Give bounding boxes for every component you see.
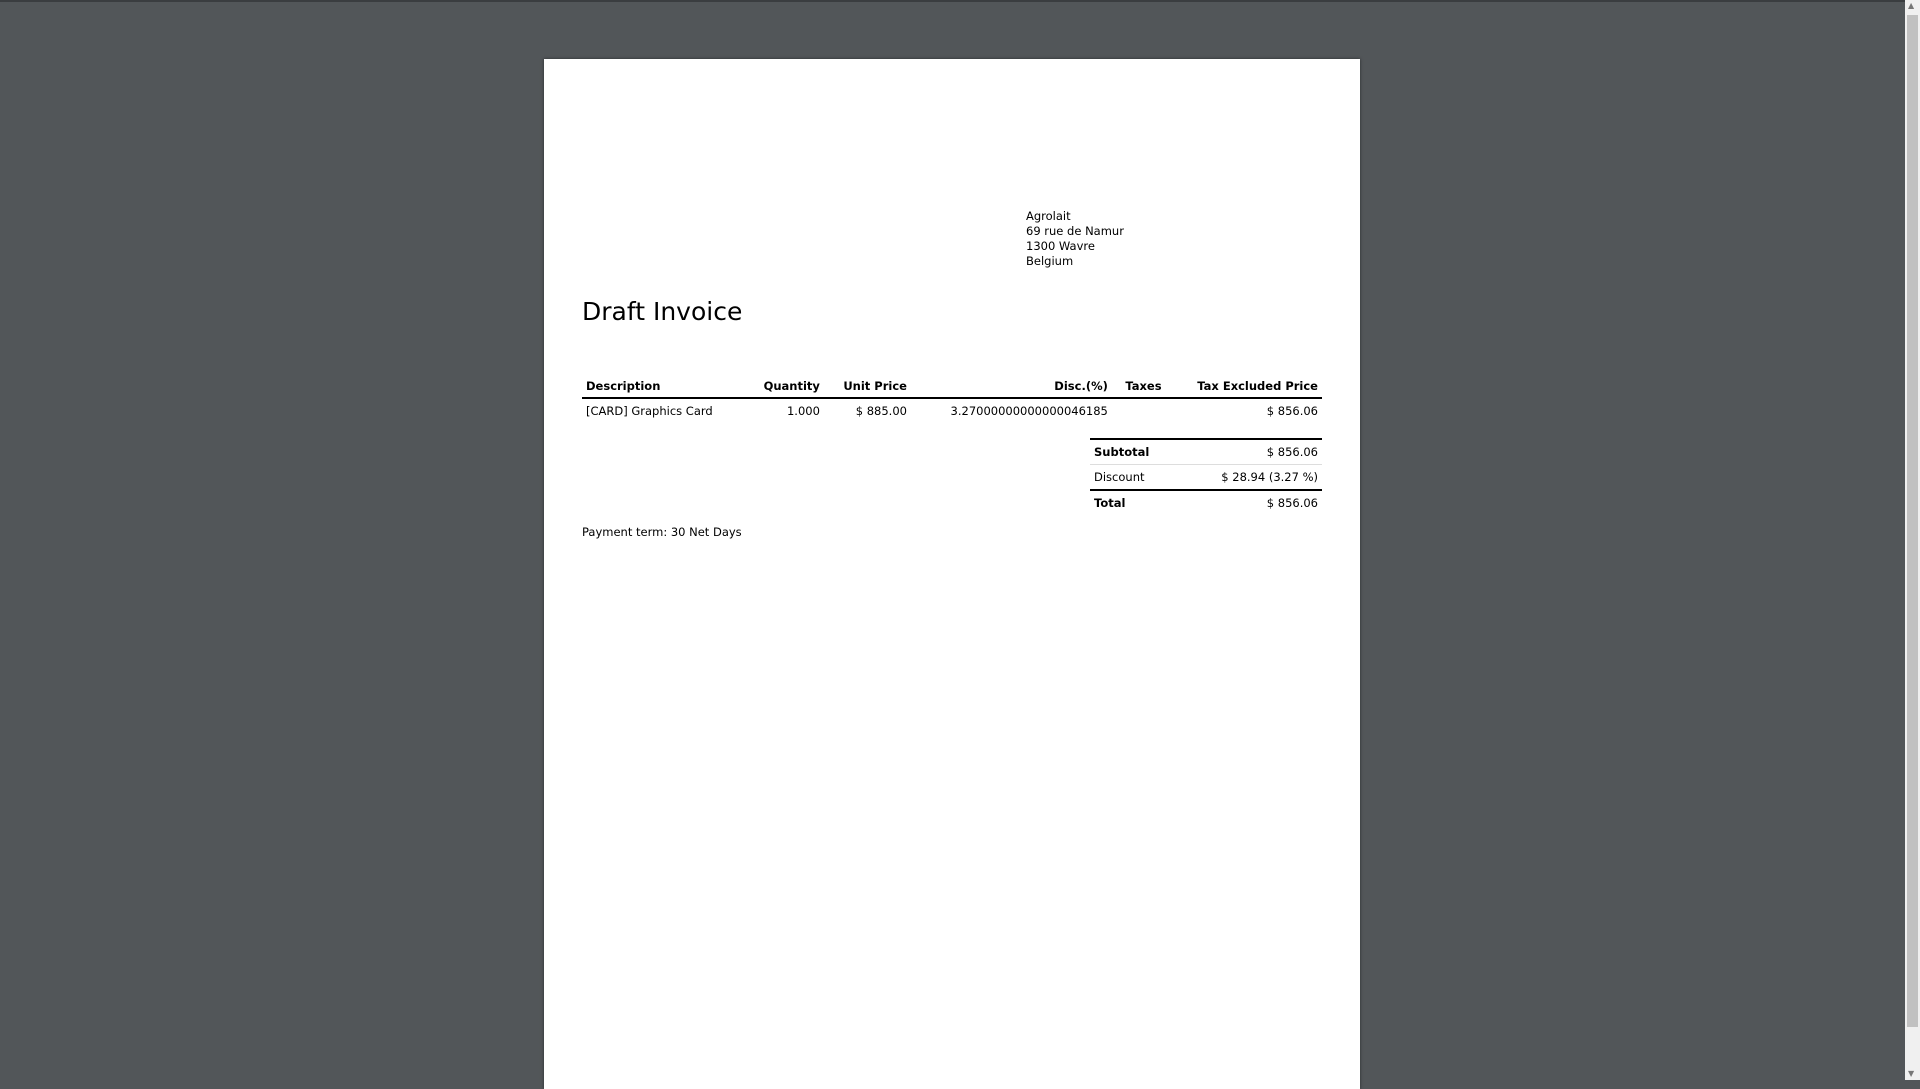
address-line: 1300 Wavre — [1026, 239, 1095, 253]
total-row — [1090, 490, 1322, 515]
payment-term: Payment term: 30 Net Days — [582, 525, 742, 539]
vertical-scrollbar[interactable] — [1905, 0, 1920, 1080]
cell-description: [CARD] Graphics Card — [586, 404, 713, 418]
cell-unit-price: $ 885.00 — [855, 404, 907, 418]
address-line: Belgium — [1026, 254, 1074, 268]
discount-value: $ 28.94 (3.27 %) — [1221, 470, 1318, 484]
discount-row — [1090, 465, 1322, 491]
scroll-up-icon[interactable]: ▲ — [1908, 1, 1915, 10]
subtotal-value: $ 856.06 — [1177, 439, 1322, 465]
invoice-page — [544, 59, 1360, 1089]
col-discount: Disc.(%) — [911, 375, 1112, 398]
cell-quantity: 1.000 — [786, 404, 820, 418]
scroll-down-icon[interactable]: ▼ — [1908, 1069, 1915, 1078]
subtotal-row — [1090, 439, 1322, 465]
total-value: $ 856.06 — [1177, 490, 1322, 515]
table-header — [582, 375, 1322, 398]
invoice-lines-table — [582, 375, 1322, 423]
address-line: 69 rue de Namur — [1026, 224, 1124, 238]
cell-taxes — [1112, 398, 1166, 423]
subtotal-label: Subtotal — [1090, 439, 1177, 465]
col-taxes: Taxes — [1112, 375, 1166, 398]
col-tax-excluded-price: Tax Excluded Price — [1166, 375, 1322, 398]
col-quantity: Quantity — [746, 375, 824, 398]
cell-discount: 3.27000000000000046185 — [950, 404, 1108, 418]
address-line: Agrolait — [1026, 209, 1071, 223]
col-description: Description — [582, 375, 746, 398]
discount-label: Discount — [1094, 470, 1145, 484]
col-unit-price: Unit Price — [824, 375, 911, 398]
scrollbar-thumb[interactable] — [1907, 15, 1918, 1027]
table-row — [582, 398, 1322, 423]
cell-tax-excluded-price: $ 856.06 — [1266, 404, 1318, 418]
totals-table — [1090, 438, 1322, 515]
viewer-top-border — [0, 0, 1905, 2]
customer-address — [1026, 209, 1124, 269]
total-label: Total — [1090, 490, 1177, 515]
page-title: Draft Invoice — [582, 297, 743, 326]
